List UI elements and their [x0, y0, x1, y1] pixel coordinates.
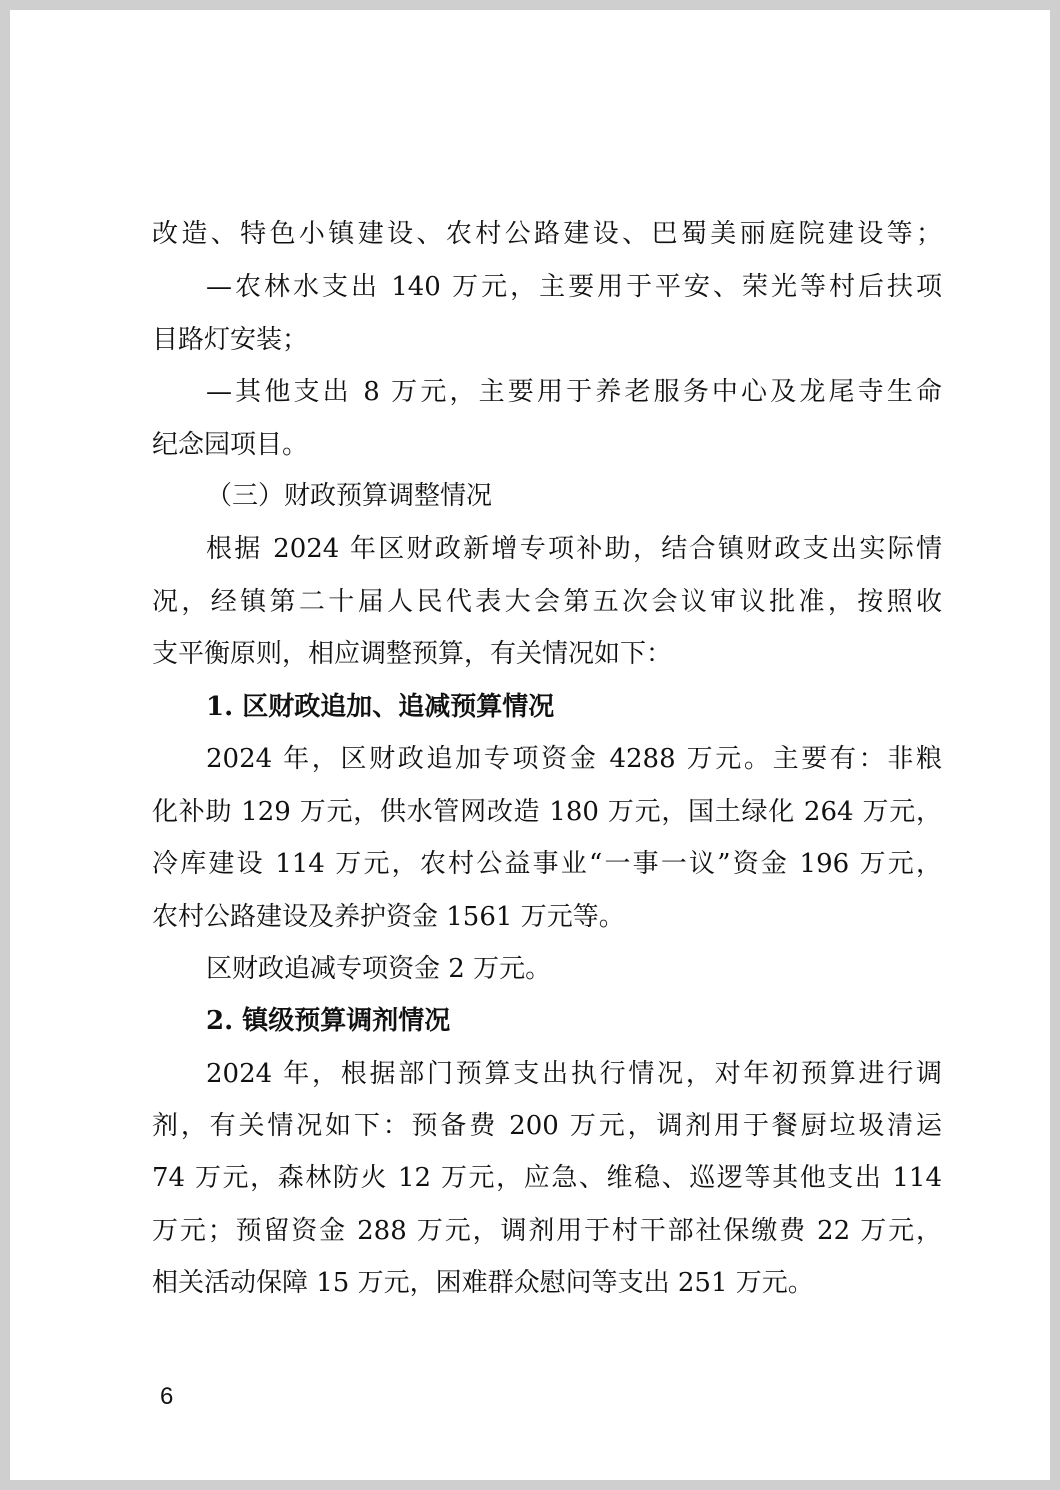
subsection-heading: 2. 镇级预算调剂情况	[206, 1006, 451, 1036]
text-line: 2024 年，根据部门预算支出执行情况，对年初预算进行调	[206, 1059, 942, 1089]
text-line: 剂，有关情况如下：预备费 200 万元，调剂用于餐厨垃圾清运	[152, 1111, 942, 1141]
text-line: 目路灯安装；	[152, 325, 309, 355]
document-page	[10, 10, 1050, 1480]
subsection-heading: 1. 区财政追加、追减预算情况	[206, 692, 555, 722]
text-line: 根据 2024 年区财政新增专项补助，结合镇财政支出实际情	[206, 534, 942, 564]
text-line: 2024 年，区财政追加专项资金 4288 万元。主要有：非粮	[206, 744, 942, 774]
text-line: 相关活动保障 15 万元，困难群众慰问等支出 251 万元。	[152, 1268, 814, 1298]
text-line: 况，经镇第二十届人民代表大会第五次会议审议批准，按照收	[152, 587, 942, 617]
text-line: 支平衡原则，相应调整预算，有关情况如下：	[152, 639, 673, 669]
section-heading: （三）财政预算调整情况	[206, 481, 493, 511]
text-line: 冷库建设 114 万元，农村公益事业“一事一议”资金 196 万元，	[152, 849, 942, 879]
text-line: 纪念园项目。	[152, 430, 309, 460]
text-line: —其他支出 8 万元，主要用于养老服务中心及龙尾寺生命	[206, 377, 942, 407]
text-line: 74 万元，森林防火 12 万元，应急、维稳、巡逻等其他支出 114	[152, 1163, 942, 1193]
text-line: 农村公路建设及养护资金 1561 万元等。	[152, 902, 625, 932]
text-line: 化补助 129 万元，供水管网改造 180 万元，国土绿化 264 万元，	[152, 797, 942, 827]
page-number: 6	[160, 1383, 174, 1410]
text-line: —农林水支出 140 万元，主要用于平安、荣光等村后扶项	[206, 272, 942, 302]
text-line: 万元；预留资金 288 万元，调剂用于村干部社保缴费 22 万元，	[152, 1216, 942, 1246]
text-line: 改造、特色小镇建设、农村公路建设、巴蜀美丽庭院建设等；	[152, 219, 942, 249]
text-line: 区财政追减专项资金 2 万元。	[206, 954, 552, 984]
